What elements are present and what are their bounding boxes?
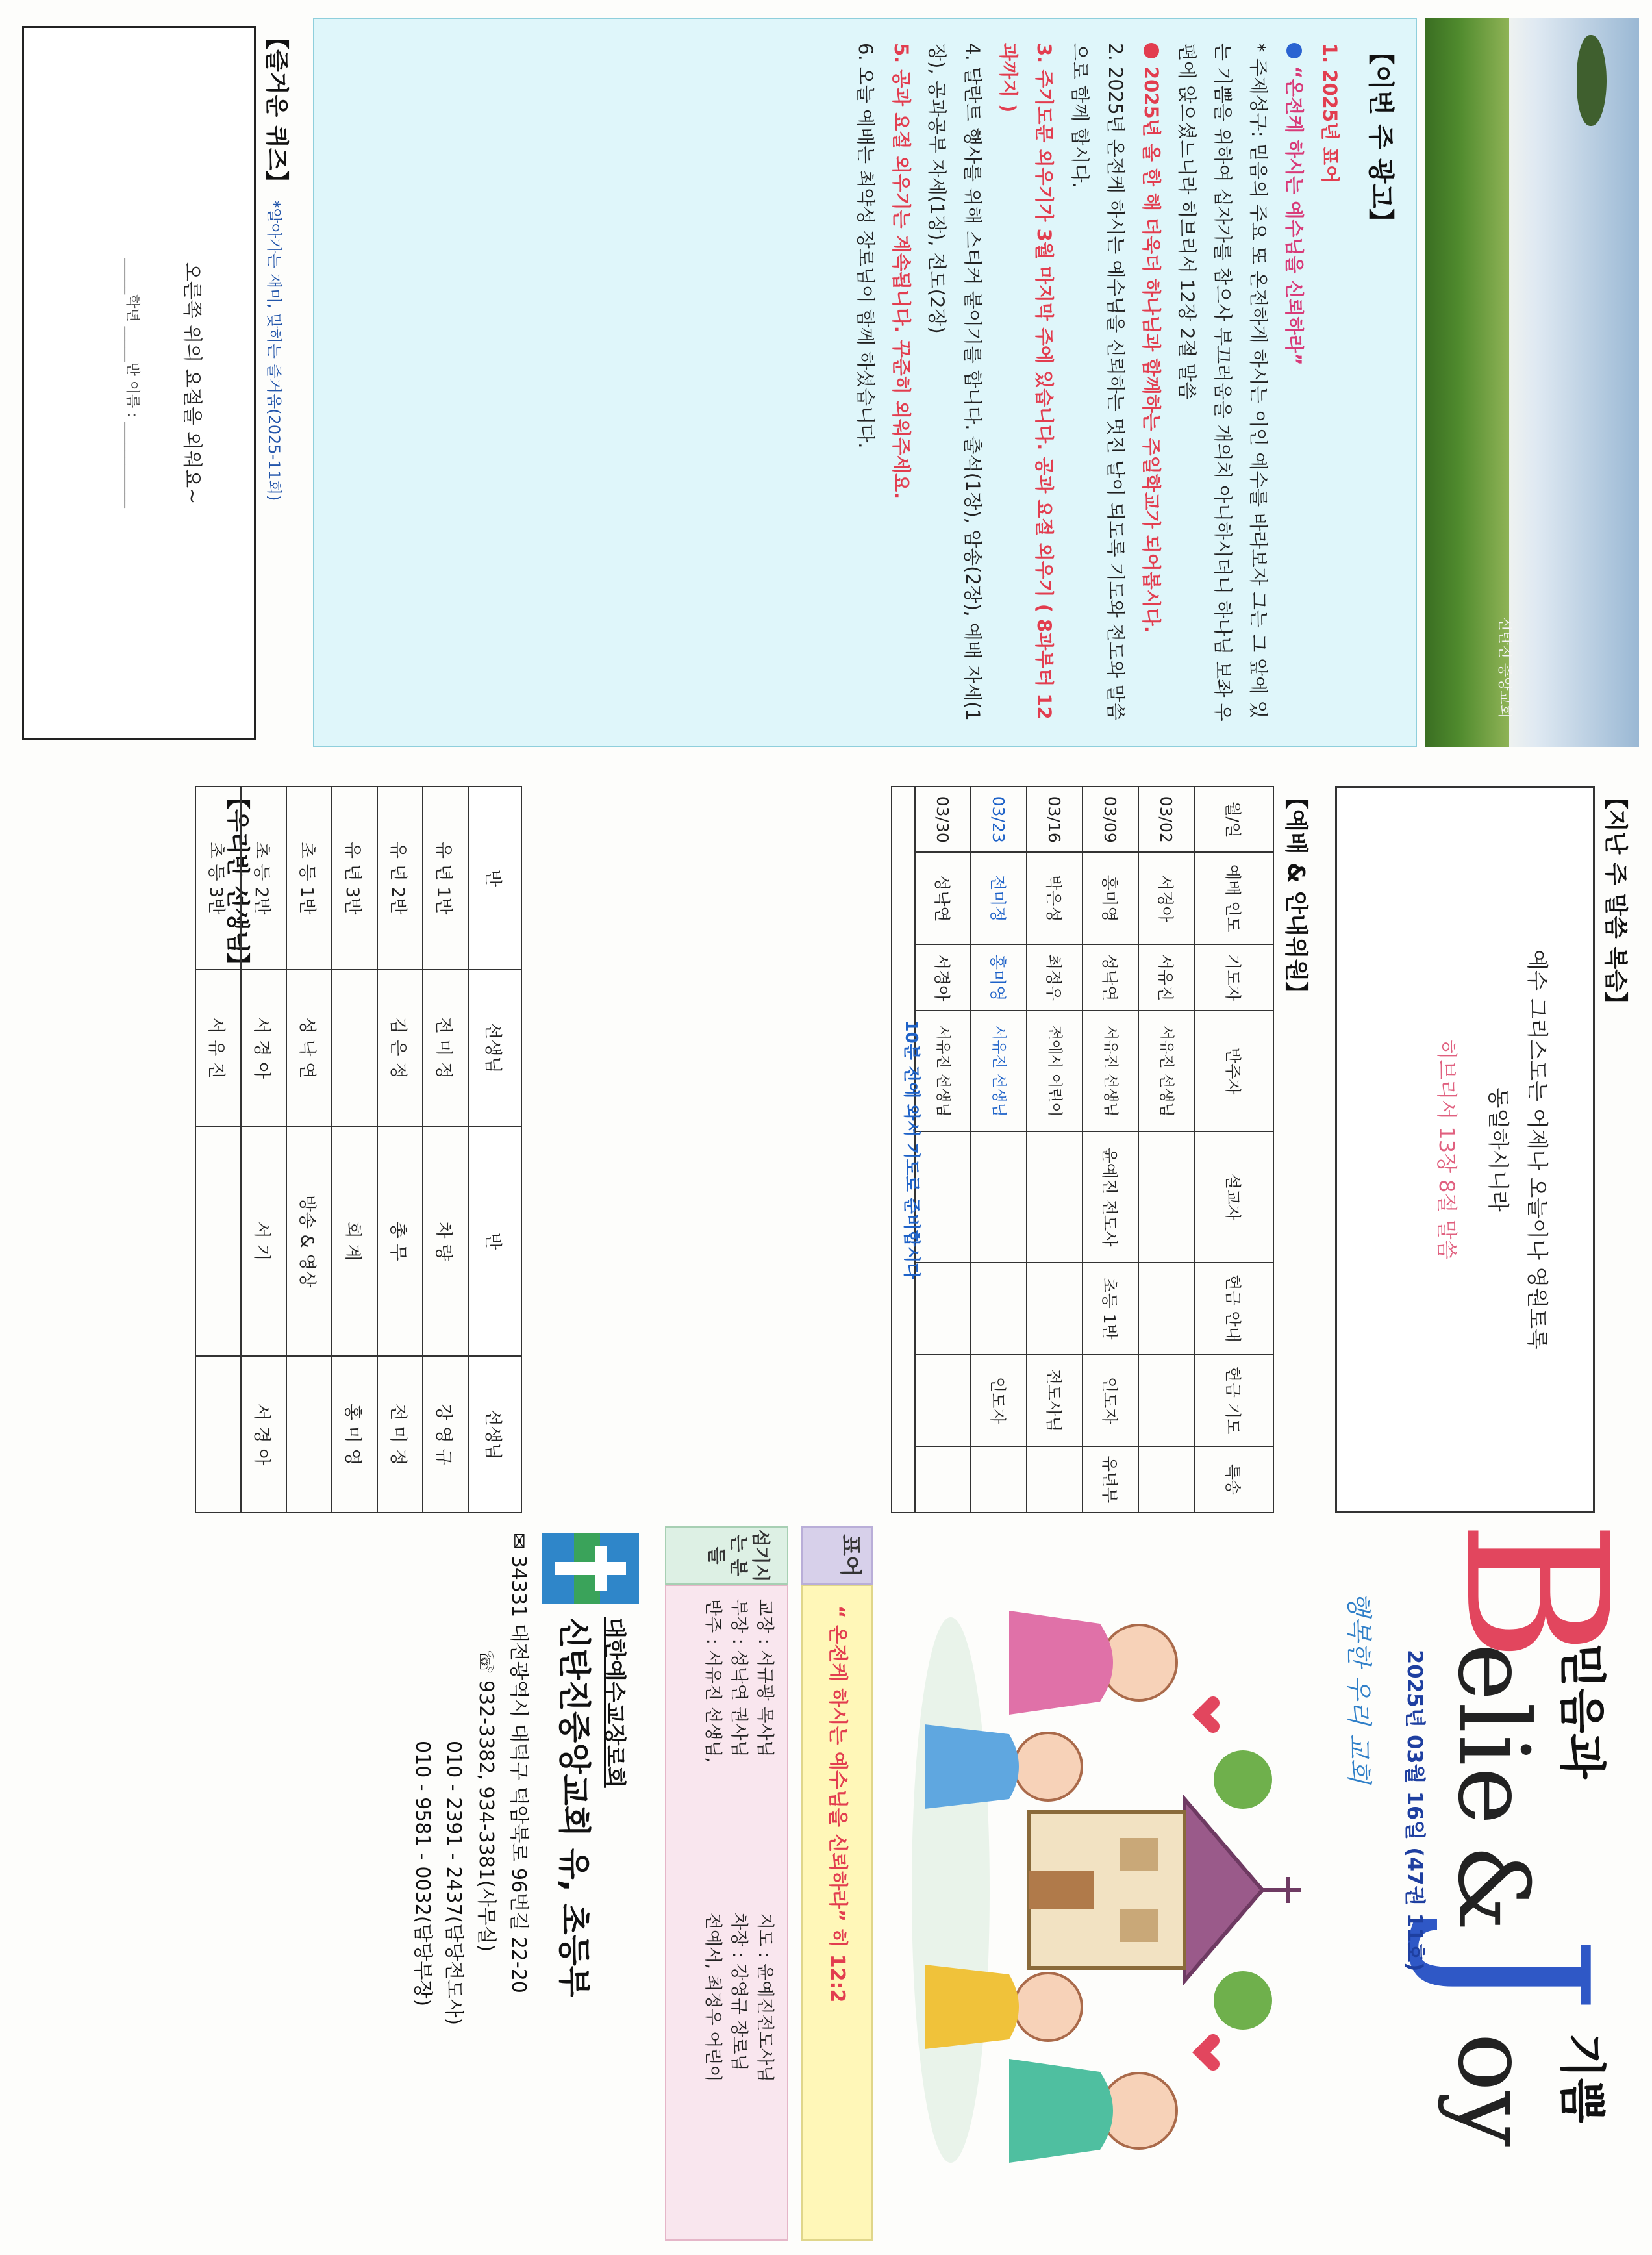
announcement-item xyxy=(883,43,919,724)
banner-caption: 신탄진 중앙교회 xyxy=(1496,617,1512,718)
teacher-header: 선생님 xyxy=(468,1356,521,1513)
teacher-class-cell: 초 등 2반 xyxy=(241,787,286,970)
teacher-class-cell: 유 년 1반 xyxy=(423,787,468,970)
worship-cell-date: 03/23 xyxy=(971,787,1027,852)
announcement-text: 3. 주기도문 외우기가 3월 마지막 주에 있습니다. 공과 요절 외우기 ( 8과부터 12과까지 ) xyxy=(997,43,1055,720)
staff-entry: 차장 : 강영규 장로님 xyxy=(729,1913,749,2071)
masthead-korean-joy: 기쁨 xyxy=(1555,2033,1609,2124)
worship-cell-leader: 전미정 xyxy=(971,852,1027,944)
teacher-row xyxy=(423,787,468,1513)
teacher-class-cell: 초 등 3반 xyxy=(195,787,241,970)
masthead-b: B xyxy=(1422,1520,1649,1663)
worship-header-row xyxy=(1194,787,1273,1513)
worship-cell-date: 03/30 xyxy=(915,787,971,852)
bullet-dot-icon xyxy=(1286,43,1302,58)
quiz-box xyxy=(22,26,256,740)
teacher-name-cell: 김 은 정 xyxy=(377,970,423,1126)
staff-entry: 부장 : 성낙연 권사님 xyxy=(729,1599,749,1757)
staff-entry: 교장 : 서규광 목사님 xyxy=(755,1599,775,1757)
teacher-class-cell: 차 량 xyxy=(423,1126,468,1357)
announcement-list xyxy=(847,35,1347,730)
teacher-body xyxy=(195,787,468,1513)
staff-list xyxy=(665,1585,788,2241)
review-box xyxy=(1335,786,1595,1513)
teacher-class-cell: 회 계 xyxy=(332,1126,377,1357)
teacher-header: 반 xyxy=(468,787,521,970)
worship-cell-offering-guide xyxy=(1027,1263,1083,1355)
staff-entry: 전예서, 최정우 어린이 xyxy=(703,1913,723,2082)
worship-cell-prayer: 최정우 xyxy=(1027,944,1083,1011)
worship-cell-offering-prayer: 전도사님 xyxy=(1027,1354,1083,1446)
worship-row xyxy=(1083,787,1138,1513)
announcement-text: 5. 공과 요절 외우기는 계속됩니다. 꾸준히 외워주세요. xyxy=(890,43,912,499)
worship-header: 기도자 xyxy=(1194,944,1273,1011)
worship-cell-leader: 박은성 xyxy=(1027,852,1083,944)
sky xyxy=(1503,18,1639,747)
masthead-ampersand: & xyxy=(1436,1845,1549,1932)
worship-cell-offering-prayer: 인도자 xyxy=(1083,1354,1138,1446)
review-reference: 히브리서 13장 8절 말씀 xyxy=(1434,1039,1459,1260)
worship-header: 반주자 xyxy=(1194,1011,1273,1131)
teacher-row xyxy=(286,787,332,1513)
review-title: 【지난 주 말씀 복습】 xyxy=(1602,786,1629,1016)
masthead-j: J xyxy=(1403,1935,1629,2014)
announcement-item xyxy=(847,43,883,724)
church-phone-director: 010 - 9581 - 0032(담당부장) xyxy=(411,1741,434,2007)
church-address xyxy=(507,1533,535,1993)
issue-date: 2025년 03월 16일 (47권 11호) xyxy=(1403,1650,1427,1972)
worship-header: 예배 인도 xyxy=(1194,852,1273,944)
teacher-class-cell: 초 등 1반 xyxy=(286,787,332,970)
teacher-title: 【우리반 선생님】 xyxy=(224,786,251,977)
announcement-item xyxy=(1276,43,1312,724)
staff-label: 섬기시는 분들 xyxy=(665,1526,788,1585)
quiz-title-text: 【즐거운 퀴즈】 xyxy=(263,26,290,194)
teacher-header-row xyxy=(468,787,521,1513)
teacher-row xyxy=(377,787,423,1513)
worship-cell-leader: 서경아 xyxy=(1138,852,1194,944)
announcement-title: 【이번 주 광고】 xyxy=(1366,39,1395,235)
masthead-elie: elie xyxy=(1436,1643,1549,1826)
worship-cell-prayer: 서경아 xyxy=(915,944,971,1011)
review-verse-line1: 예수 그리스도는 어제나 오늘이나 영원토록 xyxy=(1525,950,1550,1350)
quiz-title xyxy=(262,26,295,501)
worship-row xyxy=(1138,787,1194,1513)
motto-text: “ 온전케 하시는 예수님을 신뢰하라” 히 12:2 xyxy=(801,1585,873,2241)
teacher-class-cell xyxy=(195,1126,241,1357)
quiz-subtitle: *알아가는 재미, 맞히는 즐거움(2025-11회) xyxy=(265,200,283,501)
worship-cell-offering-guide: 초등 1반 xyxy=(1083,1263,1138,1355)
worship-cell-piano: 서유진 선생님 xyxy=(915,1011,971,1131)
announcement-text: “온전케 하시는 예수님을 신뢰하라” xyxy=(1283,66,1305,366)
teacher-name-cell xyxy=(332,970,377,1126)
teacher-row xyxy=(195,787,241,1513)
teacher-name-cell xyxy=(286,1356,332,1513)
teacher-name-cell: 성 낙 연 xyxy=(286,970,332,1126)
announcement-item xyxy=(1062,43,1133,724)
teacher-name-cell: 강 영 규 xyxy=(423,1356,468,1513)
worship-cell-special: 유년부 xyxy=(1083,1446,1138,1513)
landscape-banner xyxy=(1425,18,1639,747)
masthead-korean-belief: 믿음과 xyxy=(1555,1643,1609,1779)
church-phone-minister: 010 - 2391 - 2437(담당전도사) xyxy=(442,1741,465,2026)
quiz-answer-line: _____학년 _____반 이름 : ____________ xyxy=(124,258,140,508)
motto-label: 표어 xyxy=(801,1526,873,1585)
announcement-text: 2025년 올 한 해 더욱더 하나님과 함께하는 주일학교가 되어봅시다. xyxy=(1140,66,1162,633)
teacher-class-cell: 방송 & 영상 xyxy=(286,1126,332,1357)
staff-row xyxy=(701,1599,727,2226)
worship-cell-preacher xyxy=(1027,1131,1083,1262)
worship-cell-offering-guide xyxy=(1138,1263,1194,1355)
teacher-name-cell: 서 경 아 xyxy=(241,970,286,1126)
announcement-panel xyxy=(313,18,1417,747)
staff-entry: 지도 : 윤예진전도사님 xyxy=(755,1913,775,2082)
worship-cell-date: 03/16 xyxy=(1027,787,1083,852)
teacher-class-cell: 총 무 xyxy=(377,1126,423,1357)
announcement-item xyxy=(1312,43,1347,724)
quiz-question: 오른쪽 위의 요절을 외워요~ xyxy=(181,262,203,505)
worship-cell-prayer: 서유진 xyxy=(1138,944,1194,1011)
announcement-item xyxy=(919,43,990,724)
worship-header: 헌금 기도 xyxy=(1194,1354,1273,1446)
worship-header: 설교자 xyxy=(1194,1131,1273,1262)
worship-cell-piano: 서유진 선생님 xyxy=(1138,1011,1194,1131)
teacher-table xyxy=(195,786,522,1513)
announcement-text: 2. 2025년 온전케 하시는 예수님을 신뢰하는 멋진 날이 되도록 기도와 전도와 말씀으로 함께 합시다. xyxy=(1069,43,1127,721)
denomination: 대한예수교장로회 xyxy=(601,1617,627,1788)
mail-icon: ✉ xyxy=(507,1533,530,1556)
worship-cell-leader: 성낙연 xyxy=(915,852,971,944)
announcement-text: 6. 오늘 예배는 최약성 장로님이 함께 하셨습니다. xyxy=(855,43,877,449)
worship-cell-piano: 서유진 선생님 xyxy=(1083,1011,1138,1131)
teacher-class-cell: 유 년 2반 xyxy=(377,787,423,970)
announcement-text: * 주제성구: 믿음의 주요 또 온전하게 하시는 이인 예수를 바라보자 그는 그 앞에 있는 기쁨을 위하여 십자가를 참으사 부끄러움을 개의치 아니하시더니 하나님 보좌 우편에 앉으셨느니라 히브리서 12장 2절 말씀 xyxy=(1176,43,1270,722)
worship-cell-date: 03/09 xyxy=(1083,787,1138,852)
teacher-name-cell: 서 유 진 xyxy=(195,970,241,1126)
announcement-text: 4. 달란트 행사를 위해 스티커 붙이기를 합니다. 출석(1장), 암송(2장), 예배 자세(1장), 공과공부 자세(1장), 전도(2장) xyxy=(926,43,984,721)
worship-cell-preacher xyxy=(971,1131,1027,1262)
teacher-row xyxy=(241,787,286,1513)
tree-icon xyxy=(1577,35,1607,126)
worship-table xyxy=(914,786,1274,1513)
teacher-name-cell: 홍 미 영 xyxy=(332,1356,377,1513)
church-phone-office: ☏ 932-3382, 934-3381(사무실) xyxy=(475,1650,497,1952)
worship-body xyxy=(915,787,1194,1513)
announcement-item xyxy=(1169,43,1276,724)
staff-row xyxy=(727,1599,753,2226)
church-cross-logo-icon xyxy=(542,1533,639,1604)
children-church-illustration xyxy=(879,1585,1373,2182)
bullet-dot-icon xyxy=(1144,43,1159,58)
announcement-item xyxy=(990,43,1062,724)
worship-cell-special xyxy=(971,1446,1027,1513)
worship-cell-leader: 홍미영 xyxy=(1083,852,1138,944)
worship-cell-offering-prayer xyxy=(1138,1354,1194,1446)
church-name: 신탄진중앙교회 유, 초등부 xyxy=(555,1617,593,1998)
teacher-name-cell: 전 미 정 xyxy=(423,970,468,1126)
worship-note: 10분 전에 와서 기도로 준비합시다 xyxy=(891,786,930,1513)
worship-cell-special xyxy=(1027,1446,1083,1513)
masthead-oy: oy xyxy=(1436,2033,1549,2147)
teacher-name-cell: 전 미 정 xyxy=(377,1356,423,1513)
staff-entry: 반주 : 서유진 선생님, xyxy=(703,1599,723,1763)
teacher-class-cell: 서 기 xyxy=(241,1126,286,1357)
worship-cell-date: 03/02 xyxy=(1138,787,1194,852)
announcement-text: 1. 2025년 표어 xyxy=(1319,43,1341,184)
teacher-header: 선생님 xyxy=(468,970,521,1126)
worship-header: 특송 xyxy=(1194,1446,1273,1513)
worship-cell-preacher: 윤예진 전도사 xyxy=(1083,1131,1138,1262)
worship-header: 헌금 안내 xyxy=(1194,1263,1273,1355)
worship-cell-piano: 서유진 선생님 xyxy=(971,1011,1027,1131)
worship-cell-prayer: 성낙연 xyxy=(1083,944,1138,1011)
announcement-item xyxy=(1133,43,1169,724)
worship-row xyxy=(971,787,1027,1513)
worship-header: 월/일 xyxy=(1194,787,1273,852)
worship-row xyxy=(1027,787,1083,1513)
teacher-row xyxy=(332,787,377,1513)
illustration-label: 행복한 우리 교회 xyxy=(1344,1591,1373,1783)
worship-cell-piano: 전예서 어린이 xyxy=(1027,1011,1083,1131)
teacher-name-cell: 서 경 아 xyxy=(241,1356,286,1513)
review-verse-line2: 동일하시니라 xyxy=(1486,1087,1511,1212)
teacher-header: 반 xyxy=(468,1126,521,1357)
worship-cell-preacher xyxy=(1138,1131,1194,1262)
worship-cell-special xyxy=(1138,1446,1194,1513)
teacher-class-cell: 유 년 3반 xyxy=(332,787,377,970)
worship-cell-prayer: 홍미영 xyxy=(971,944,1027,1011)
teacher-name-cell xyxy=(195,1356,241,1513)
worship-title: 【예배 & 안내위원】 xyxy=(1283,786,1309,1005)
worship-cell-offering-guide xyxy=(971,1263,1027,1355)
worship-cell-offering-prayer: 인도자 xyxy=(971,1354,1027,1446)
church-address-text: 34331 대전광역시 대덕구 덕암북로 96번길 22-20 xyxy=(507,1555,530,1993)
staff-row xyxy=(753,1599,779,2226)
